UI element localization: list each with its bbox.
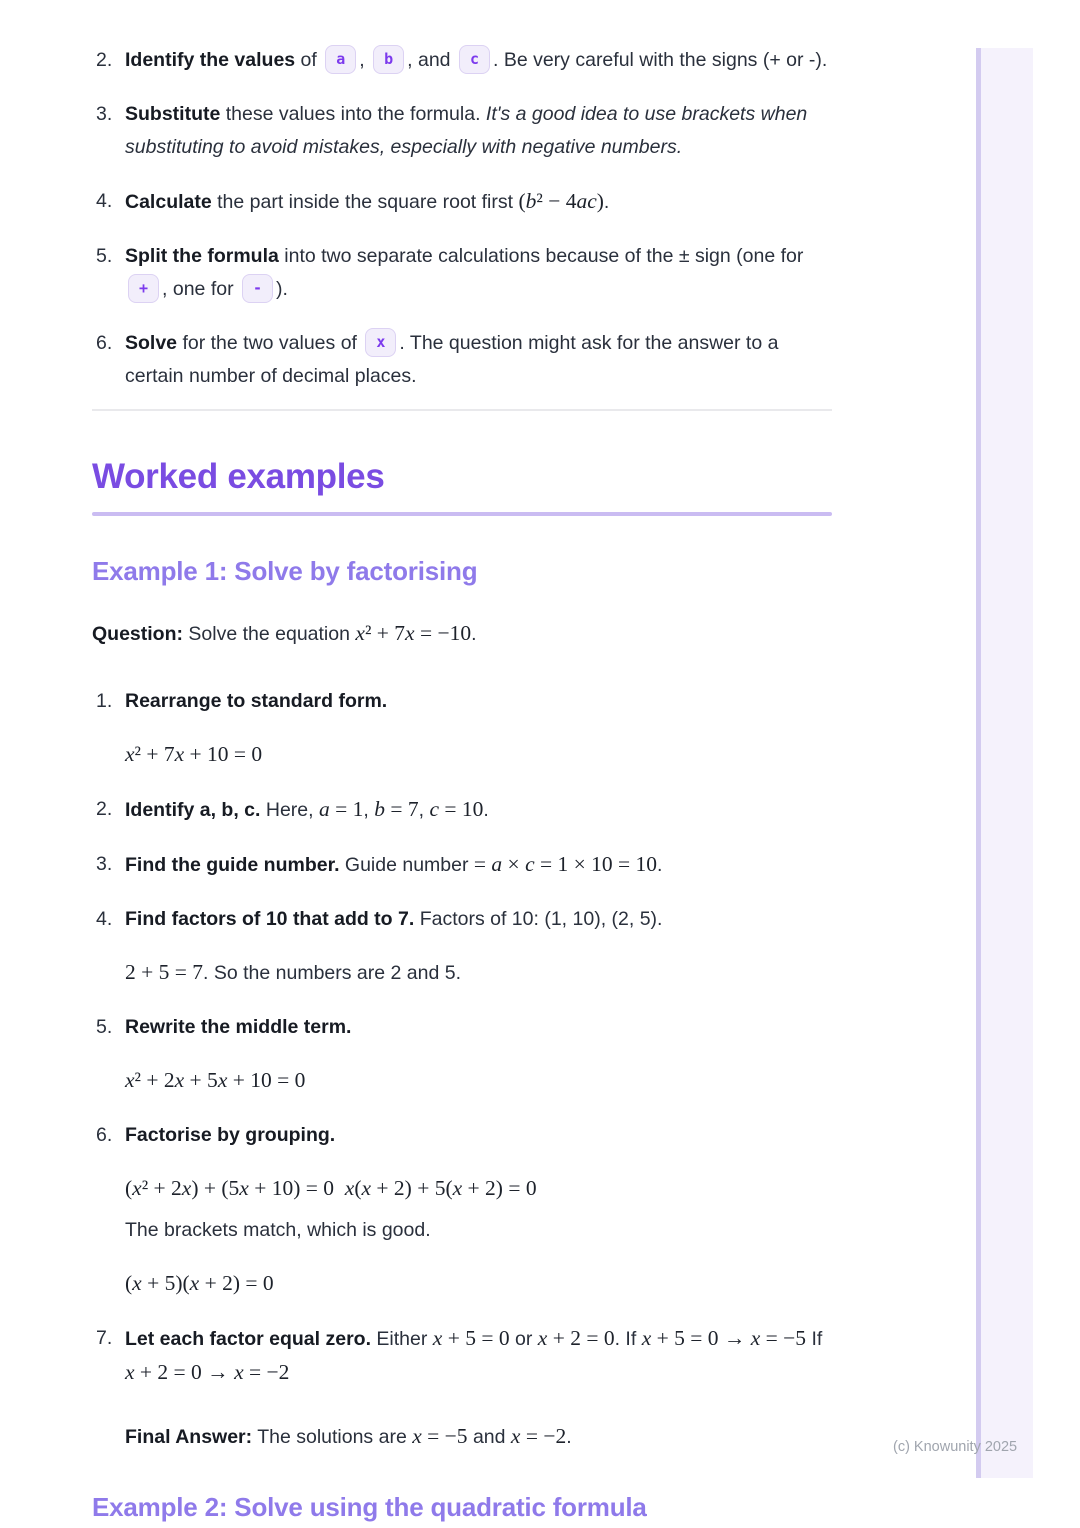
code-chip: x: [365, 328, 396, 357]
example1-heading: Example 1: Solve by factorising: [92, 556, 478, 586]
text-segment: 2 + 5 = 7: [125, 960, 204, 984]
code-chip: b: [373, 45, 404, 74]
text-segment: x² + 7x + 10 = 0: [125, 742, 263, 766]
list-item: [92, 1119, 832, 1301]
math-expression: [125, 1064, 832, 1098]
text-segment: Identify a, b, c.: [125, 799, 261, 821]
text-segment: Solve the equation: [183, 623, 356, 645]
quadratic-formula-steps-list: [92, 44, 832, 393]
page-edge-strip: [976, 48, 1033, 1478]
text-segment: Split the formula: [125, 245, 279, 267]
text-segment: x + 2 = 0: [537, 1326, 615, 1350]
text-segment: .: [603, 191, 610, 213]
list-item: [92, 848, 832, 882]
heading-underline: [92, 512, 832, 516]
text-segment: b = 7: [374, 797, 419, 821]
list-item-text: [125, 1119, 832, 1152]
math-expression: [125, 738, 832, 772]
text-segment: x² + 2x + 5x + 10 = 0: [125, 1068, 306, 1092]
text-segment: . So the numbers are 2 and 5.: [203, 962, 462, 984]
text-segment: (b² − 4ac): [518, 189, 604, 213]
text-segment: . Be very careful with the signs (+ or -).: [492, 49, 828, 71]
math-expression: [125, 1172, 832, 1206]
text-segment: Guide number: [339, 854, 474, 876]
list-item: [92, 240, 832, 306]
content-area: [92, 44, 832, 1523]
list-item: [92, 185, 832, 219]
text-segment: .: [657, 854, 663, 876]
text-segment: , one for: [162, 278, 239, 300]
list-item: [92, 685, 832, 772]
text-segment: ,: [359, 49, 371, 71]
text-segment: .: [566, 1426, 572, 1448]
copyright-watermark: (c) Knowunity 2025: [893, 1439, 1018, 1455]
text-segment: x + 5 = 0 → x = −5: [641, 1326, 807, 1350]
text-segment: Here,: [260, 799, 319, 821]
list-item-text: [125, 44, 832, 77]
list-item-text: [125, 685, 832, 718]
text-segment: .: [471, 623, 477, 645]
list-item-text: [125, 1322, 832, 1390]
text-segment: (x + 5)(x + 2) = 0: [125, 1271, 274, 1295]
list-item-text: [125, 185, 832, 219]
code-chip: a: [325, 45, 356, 74]
text-segment: Find factors of 10 that add to 7.: [125, 908, 415, 930]
text-segment: If: [806, 1328, 823, 1350]
text-segment: .: [483, 799, 489, 821]
text-segment: Identify the values: [125, 49, 296, 71]
text-segment: c = 10: [429, 797, 484, 821]
text-segment: Find the guide number.: [125, 854, 340, 876]
list-item-text: [125, 240, 832, 306]
text-segment: Calculate: [125, 191, 212, 213]
code-chip: -: [242, 274, 273, 303]
text-segment: of: [295, 49, 323, 71]
text-segment: (x² + 2x) + (5x + 10) = 0 x(x + 2) + 5(x + 2) = 0: [125, 1176, 537, 1200]
list-item-text: [125, 848, 832, 882]
text-segment: for the two values of: [177, 332, 363, 354]
code-chip: +: [128, 274, 159, 303]
list-item: [92, 1322, 832, 1454]
text-segment: The brackets match, which is good.: [125, 1219, 431, 1241]
text-segment: Let each factor equal zero.: [125, 1328, 371, 1350]
text-segment: these values into the formula.: [220, 103, 486, 125]
list-item-text: [125, 98, 832, 164]
list-item-text: [125, 793, 832, 827]
text-segment: Solve: [125, 332, 178, 354]
text-segment: Question:: [92, 623, 183, 645]
text-segment: Rearrange to standard form.: [125, 690, 388, 712]
list-item-text: [125, 903, 832, 936]
text-segment: or: [509, 1328, 538, 1350]
text-segment: x² + 7x = −10: [355, 621, 472, 645]
list-item-text: [125, 327, 832, 393]
text-segment: = a × c = 1 × 10 = 10: [473, 852, 657, 876]
text-segment: Factors of 10: (1, 10), (2, 5).: [414, 908, 663, 930]
text-segment: Rewrite the middle term.: [125, 1016, 352, 1038]
list-item: [92, 793, 832, 827]
text-segment: ,: [363, 799, 375, 821]
text-segment: It's a good idea to use brackets when substituting to avoid mistakes, especially with negative numbers.: [125, 103, 808, 158]
text-segment: ).: [276, 278, 288, 300]
text-segment: x = −5: [412, 1424, 468, 1448]
list-item: [92, 44, 832, 77]
example2-heading: Example 2: Solve using the quadratic formula: [92, 1492, 647, 1522]
worked-examples-heading: Worked examples: [92, 457, 385, 496]
text-segment: . The question might ask for the answer to a certain number of decimal places.: [125, 332, 779, 387]
list-item: [92, 327, 832, 393]
example1-question: [92, 617, 832, 651]
text-segment: into two separate calculations because of the ± sign (one for: [278, 245, 804, 267]
text-segment: x + 2 = 0 → x = −2: [125, 1360, 290, 1384]
example1-steps-list: [92, 685, 832, 1454]
section-divider: [92, 409, 832, 411]
list-item-text: [125, 1011, 832, 1044]
text-segment: ,: [418, 799, 430, 821]
text-segment: The solutions are: [252, 1426, 413, 1448]
text-segment: a = 1: [318, 797, 364, 821]
text-segment: x = −2: [510, 1424, 567, 1448]
text-segment: Factorise by grouping.: [125, 1124, 336, 1146]
code-chip: c: [459, 45, 490, 74]
text-segment: Final Answer:: [125, 1426, 253, 1448]
text-segment: , and: [407, 49, 456, 71]
list-item: [92, 903, 832, 990]
text-segment: Either: [371, 1328, 433, 1350]
math-expression: [125, 1267, 832, 1301]
text-segment: the part inside the square root first: [211, 191, 519, 213]
text-segment: x + 5 = 0: [432, 1326, 510, 1350]
list-item-text: [125, 1214, 832, 1247]
text-segment: . If: [614, 1328, 642, 1350]
list-item-text: [125, 956, 832, 990]
list-item: [92, 1011, 832, 1098]
text-segment: and: [467, 1426, 511, 1448]
list-item-text: [125, 1420, 832, 1454]
list-item: [92, 98, 832, 164]
text-segment: Substitute: [125, 103, 221, 125]
